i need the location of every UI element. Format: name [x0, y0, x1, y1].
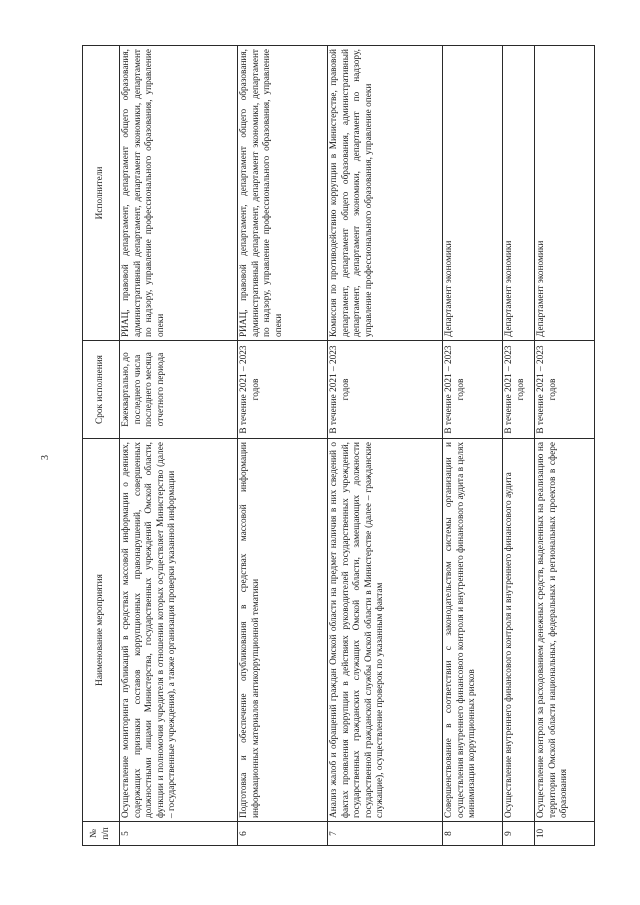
row-executors: Департамент экономики	[503, 46, 535, 341]
row-executors: РИАЦ, правовой департамент, департамент общего образования, административный департамент, департамент экономики, департамент по надзору, управление профессионального образования, управление опеки	[120, 46, 238, 341]
row-num: 8	[443, 822, 503, 846]
row-num: 5	[120, 822, 238, 846]
row-executors: Департамент экономики	[443, 46, 503, 341]
row-executors: РИАЦ, правовой департамент, департамент общего образования, административный департамент, департамент экономики, департамент по надзору, управление профессионального образования, управление опеки	[238, 46, 328, 341]
row-num: 6	[238, 822, 328, 846]
table-row	[328, 46, 443, 846]
row-name: Осуществление мониторинга публикаций в средствах массовой информации о деяниях, содержащих признаки составов коррупционных правонарушений, совершенных должностными лицами Министерства, государственных учреждений Омской области, функции и полномочия учредителя в отношении которых осуществляет Министерство (далее – государственные учреждения), а также организация проверки указанной информации	[120, 439, 238, 822]
row-name: Анализ жалоб и обращений граждан Омской области на предмет наличия в них сведений о фактах проявления коррупции в действиях руководителей государственных учреждений, государственных гражданских служащих Омской области, замещающих должности государственной гражданской службы Омской области в Министерстве (далее – гражданские служащие), осуществление проверок по указанным фактам	[328, 439, 443, 822]
header-executors: Исполнители	[83, 46, 120, 341]
table-row	[443, 46, 503, 846]
header-name: Наименование мероприятия	[83, 439, 120, 822]
rotated-page-content	[82, 46, 627, 846]
measures-table	[82, 45, 595, 846]
row-num: 10	[535, 822, 595, 846]
header-deadline: Срок исполнения	[83, 341, 120, 439]
row-name: Совершенствование в соответствии с законодательством системы организации и осуществления внутреннего финансового контроля и внутреннего финансового аудита в целях минимизации коррупционных рисков	[443, 439, 503, 822]
row-deadline: Ежеквартально, до последнего числа последнего месяца отчетного периода	[120, 341, 238, 439]
row-deadline: В течение 2021 – 2023 годов	[328, 341, 443, 439]
row-deadline: В течение 2021 – 2023 годов	[443, 341, 503, 439]
table-header-row	[83, 46, 120, 846]
row-num: 9	[503, 822, 535, 846]
row-executors: Департамент экономики	[535, 46, 595, 341]
row-num: 7	[328, 822, 443, 846]
row-deadline: В течение 2021 – 2023 годов	[503, 341, 535, 439]
row-deadline: В течение 2021 – 2023 годов	[238, 341, 328, 439]
table-row	[535, 46, 595, 846]
page-number: 3	[40, 455, 51, 460]
row-name: Подготовка и обеспечение опубликования в средствах массовой информации информационных материалов антикоррупционной тематики	[238, 439, 328, 822]
header-num: № п/п	[83, 822, 120, 846]
row-executors: Комиссия по противодействию коррупции в Министерстве, правовой департамент, департамент общего образования, административный департамент, департамент экономики, департамент по надзору, управление профессионального образования, управление опеки	[328, 46, 443, 341]
table-row	[503, 46, 535, 846]
table-row	[238, 46, 328, 846]
row-name: Осуществление контроля за расходованием денежных средств, выделенных на реализацию на территории Омской области национальных, федеральных и региональных проектов в сфере образования	[535, 439, 595, 822]
table-row	[120, 46, 238, 846]
row-deadline: В течение 2021 – 2023 годов	[535, 341, 595, 439]
row-name: Осуществление внутреннего финансового контроля и внутреннего финансового аудита	[503, 439, 535, 822]
